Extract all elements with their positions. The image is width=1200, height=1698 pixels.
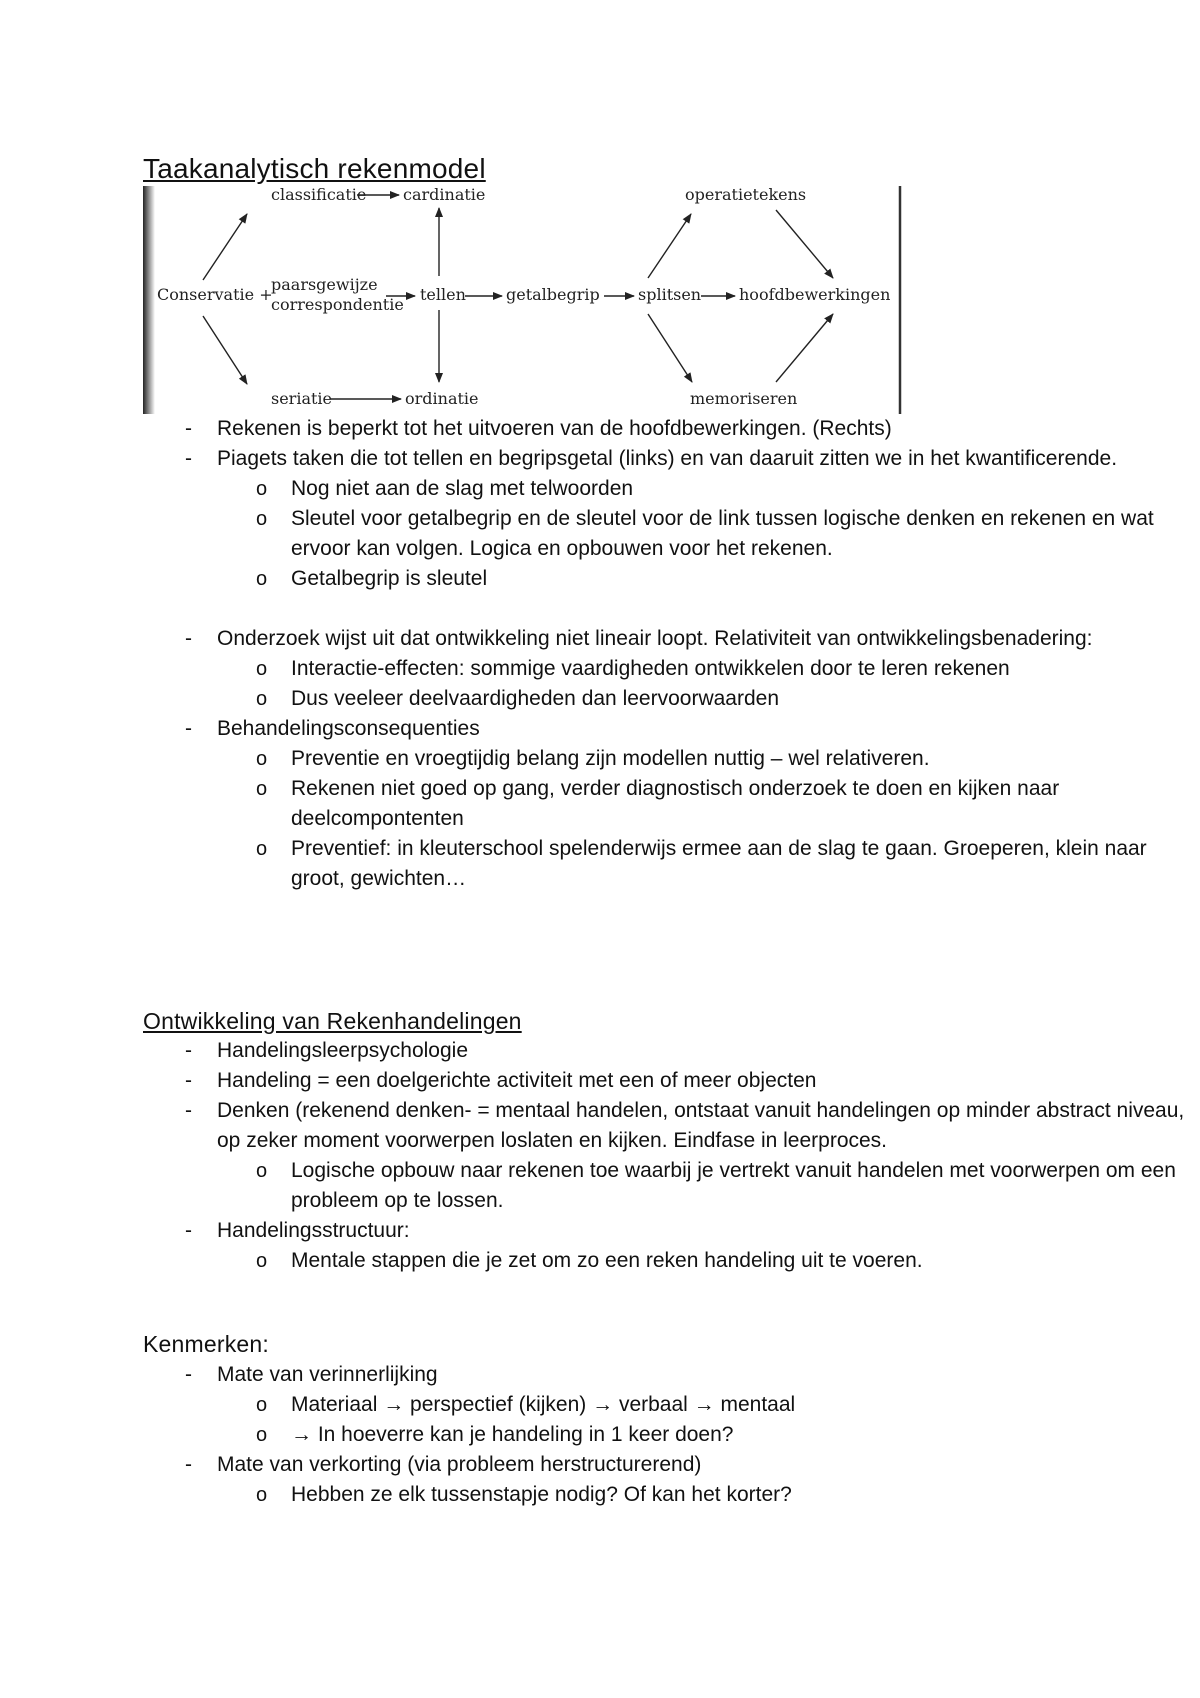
arrow-conservatie-classificatie bbox=[203, 214, 247, 280]
list-item-text: Handelingsleerpsychologie bbox=[217, 1039, 468, 1062]
section1-list-item bbox=[185, 444, 1200, 474]
list-item-text: Nog niet aan de slag met telwoorden bbox=[291, 477, 634, 500]
task-analysis-diagram bbox=[143, 186, 903, 414]
node-conservatie: Conservatie + bbox=[157, 285, 273, 304]
diagram-left-edge bbox=[143, 186, 155, 414]
kenmerken-list-item bbox=[256, 1420, 1200, 1450]
section2-list-item bbox=[185, 1216, 1200, 1246]
node-operatietekens: operatietekens bbox=[685, 186, 807, 204]
node-splitsen: splitsen bbox=[638, 285, 702, 304]
list-item-text: Dus veeleer deelvaardigheden dan leervoorwaarden bbox=[291, 687, 779, 710]
section1-list-item bbox=[256, 774, 1200, 834]
kenmerken-list-item bbox=[256, 1390, 1200, 1420]
list-item-text: → In hoeverre kan je handeling in 1 keer doen? bbox=[291, 1423, 734, 1446]
section1-list-item bbox=[256, 744, 1200, 774]
section-heading-kenmerken: Kenmerken: bbox=[143, 1331, 270, 1357]
circle-bullet: o bbox=[256, 778, 268, 800]
section1-list-item bbox=[185, 624, 1200, 654]
list-item-text: Mate van verkorting (via probleem herstructurerend) bbox=[217, 1453, 702, 1476]
node-paarsgewijze-2: correspondentie bbox=[271, 295, 404, 314]
circle-bullet: o bbox=[256, 1424, 268, 1446]
section1-list-item bbox=[256, 834, 1200, 894]
list-item-text: Rekenen is beperkt tot het uitvoeren van de hoofdbewerkingen. (Rechts) bbox=[217, 417, 892, 440]
list-item-text: Onderzoek wijst uit dat ontwikkeling niet lineair loopt. Relativiteit van ontwikkelingsbenadering: bbox=[217, 627, 1093, 650]
section1-list-item bbox=[256, 504, 1200, 564]
list-item-text: Sleutel voor getalbegrip en de sleutel voor de link tussen logische denken en rekenen en wat ervoor kan volgen. Logica en opbouwen voor het rekenen. bbox=[291, 507, 1154, 560]
section1-list-item bbox=[256, 684, 1200, 714]
list-item-text: Handelingsstructuur: bbox=[217, 1219, 410, 1242]
kenmerken-list-item bbox=[185, 1450, 1200, 1480]
node-hoofdbewerkingen: hoofdbewerkingen bbox=[739, 285, 891, 304]
list-item-text: Materiaal → perspectief (kijken) → verbaal → mentaal bbox=[291, 1393, 796, 1416]
dash-bullet: - bbox=[185, 1219, 192, 1242]
node-ordinatie: ordinatie bbox=[405, 389, 479, 408]
node-memoriseren: memoriseren bbox=[690, 389, 798, 408]
dash-bullet: - bbox=[185, 417, 192, 440]
list-item-text: Preventief: in kleuterschool spelenderwijs ermee aan de slag te gaan. Groeperen, klein naar groot, gewichten… bbox=[291, 837, 1147, 890]
dash-bullet: - bbox=[185, 627, 192, 650]
section1-list-item bbox=[185, 714, 1200, 744]
circle-bullet: o bbox=[256, 838, 268, 860]
list-item-text: Rekenen niet goed op gang, verder diagnostisch onderzoek te doen en kijken naar deelcompontenten bbox=[291, 777, 1060, 830]
section2-list-item bbox=[185, 1096, 1200, 1156]
circle-bullet: o bbox=[256, 508, 268, 530]
list-item-text: Piagets taken die tot tellen en begripsgetal (links) en van daaruit zitten we in het kwantificerende. bbox=[217, 447, 1118, 470]
section2-list bbox=[0, 1036, 1200, 1276]
circle-bullet: o bbox=[256, 658, 268, 680]
kenmerken-list bbox=[0, 1360, 1200, 1510]
list-spacer bbox=[0, 594, 1200, 624]
node-seriatie: seriatie bbox=[271, 389, 332, 408]
dash-bullet: - bbox=[185, 1039, 192, 1062]
list-item-text: Hebben ze elk tussenstapje nodig? Of kan het korter? bbox=[291, 1483, 792, 1506]
section-heading-rekenhandelingen: Ontwikkeling van Rekenhandelingen bbox=[143, 1008, 522, 1034]
section2-list-item bbox=[256, 1246, 1200, 1276]
circle-bullet: o bbox=[256, 1394, 268, 1416]
list-item-text: Mentale stappen die je zet om zo een reken handeling uit te voeren. bbox=[291, 1249, 923, 1272]
arrow-operatietekens-hoofdbewerkingen bbox=[776, 210, 833, 278]
section2-list-item bbox=[256, 1156, 1200, 1216]
section1-list-item bbox=[256, 474, 1200, 504]
dash-bullet: - bbox=[185, 1453, 192, 1476]
circle-bullet: o bbox=[256, 1484, 268, 1506]
kenmerken-list-item bbox=[185, 1360, 1200, 1390]
list-item-text: Getalbegrip is sleutel bbox=[291, 567, 488, 590]
list-item-text: Logische opbouw naar rekenen toe waarbij je vertrekt vanuit handelen met voorwerpen om een probleem op te lossen. bbox=[291, 1159, 1176, 1212]
page-title: Taakanalytisch rekenmodel bbox=[143, 153, 486, 184]
list-item-text: Behandelingsconsequenties bbox=[217, 717, 480, 740]
arrow-memoriseren-hoofdbewerkingen bbox=[776, 314, 833, 382]
list-item-text: Interactie-effecten: sommige vaardigheden ontwikkelen door te leren rekenen bbox=[291, 657, 1010, 680]
dash-bullet: - bbox=[185, 717, 192, 740]
kenmerken-list-item bbox=[256, 1480, 1200, 1510]
dash-bullet: - bbox=[185, 447, 192, 470]
circle-bullet: o bbox=[256, 1160, 268, 1182]
section1-list-item bbox=[256, 564, 1200, 594]
node-paarsgewijze-1: paarsgewijze bbox=[271, 275, 378, 294]
arrow-splitsen-operatietekens bbox=[648, 214, 691, 278]
node-getalbegrip: getalbegrip bbox=[506, 285, 600, 304]
section1-list-item bbox=[185, 414, 1200, 444]
dash-bullet: - bbox=[185, 1363, 192, 1386]
section2-list-item bbox=[185, 1036, 1200, 1066]
circle-bullet: o bbox=[256, 478, 268, 500]
list-item-text: Handeling = een doelgerichte activiteit met een of meer objecten bbox=[217, 1069, 817, 1092]
section1-list-item bbox=[256, 654, 1200, 684]
dash-bullet: - bbox=[185, 1069, 192, 1092]
circle-bullet: o bbox=[256, 1250, 268, 1272]
circle-bullet: o bbox=[256, 568, 268, 590]
arrow-conservatie-seriatie bbox=[203, 316, 247, 384]
dash-bullet: - bbox=[185, 1099, 192, 1122]
section2-list-item bbox=[185, 1066, 1200, 1096]
list-item-text: Mate van verinnerlijking bbox=[217, 1363, 438, 1386]
arrow-splitsen-memoriseren bbox=[648, 314, 692, 382]
section1-list bbox=[0, 414, 1200, 894]
list-item-text: Preventie en vroegtijdig belang zijn modellen nuttig – wel relativeren. bbox=[291, 747, 930, 770]
node-cardinatie: cardinatie bbox=[403, 186, 486, 204]
node-tellen: tellen bbox=[420, 285, 466, 304]
node-classificatie: classificatie bbox=[271, 186, 367, 204]
circle-bullet: o bbox=[256, 688, 268, 710]
list-item-text: Denken (rekenend denken- = mentaal handelen, ontstaat vanuit handelingen op minder abstract niveau, op zeker moment voorwerpen loslaten en kijken. Eindfase in leerproces. bbox=[217, 1099, 1185, 1152]
circle-bullet: o bbox=[256, 748, 268, 770]
